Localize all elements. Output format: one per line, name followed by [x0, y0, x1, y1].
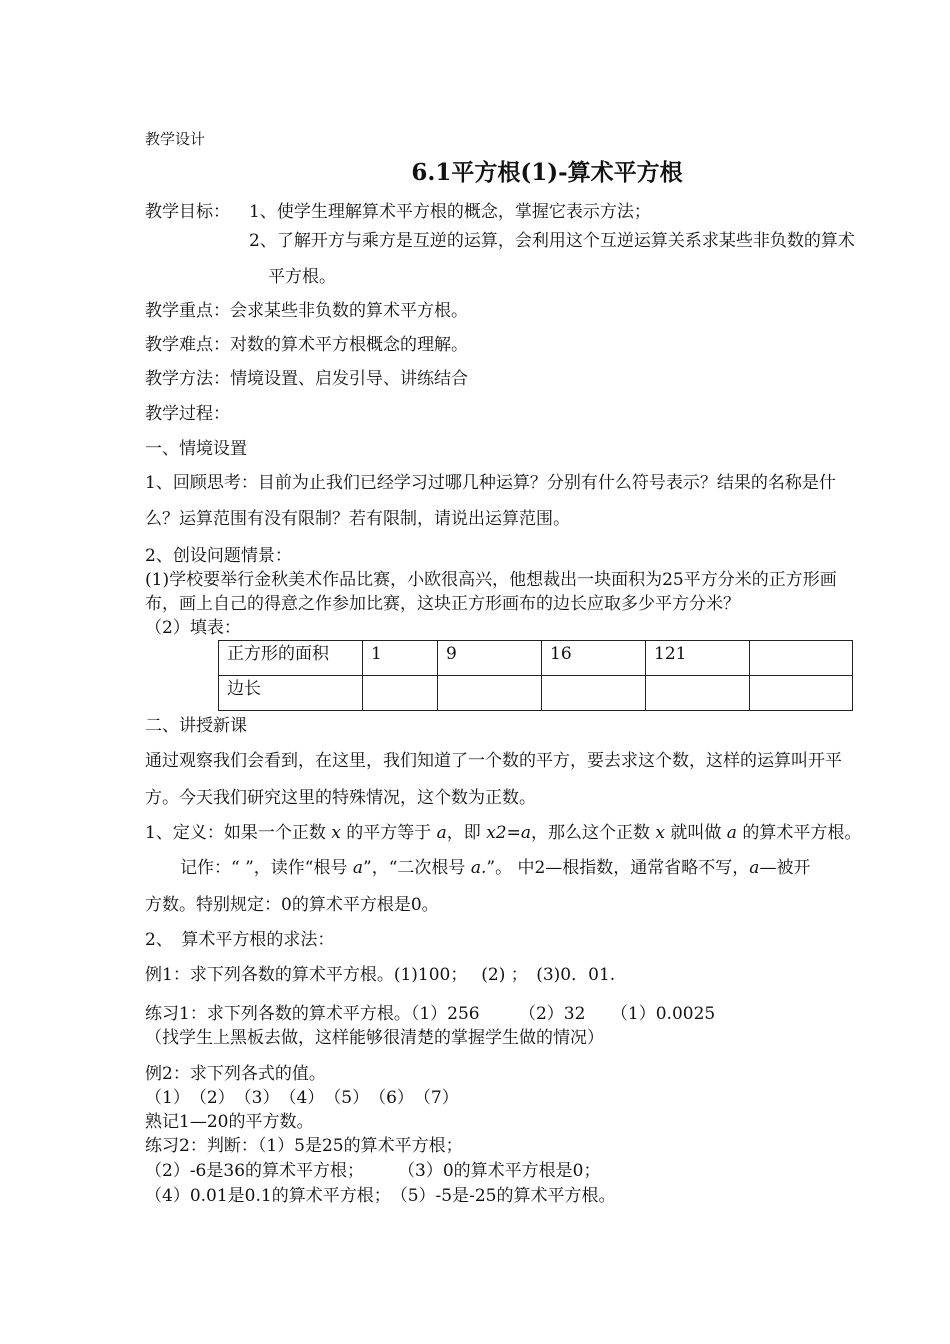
- practice1: 练习1：求下列各数的算术平方根。（1）256 （2）32 （1）0.0025: [145, 1004, 716, 1024]
- table-cell: 121: [646, 641, 750, 676]
- var-x: x: [655, 823, 665, 843]
- equation: x2=a: [486, 823, 531, 843]
- section2-heading: 二、讲授新课: [145, 716, 247, 736]
- table-cell: [438, 676, 542, 711]
- example2-items: （1） （2） （3） （4） （5） （6） （7）: [145, 1088, 459, 1108]
- table-row: [219, 676, 853, 711]
- table-cell: [646, 676, 750, 711]
- goal-item-1: 1、使学生理解算术平方根的概念，掌握它表示方法；: [249, 202, 651, 222]
- def-text: 的平方等于: [340, 823, 437, 843]
- goals-label: 教学目标：: [145, 202, 230, 222]
- var-a: a: [352, 858, 364, 878]
- notation-text: ”，“二次根号: [363, 858, 471, 878]
- var-a: a: [436, 823, 447, 843]
- var-x: x: [331, 823, 341, 843]
- table-cell: 16: [542, 641, 646, 676]
- var-a: a: [749, 858, 760, 878]
- var-a: a.: [470, 858, 487, 878]
- memorize-note: 熟记1—20的平方数。: [145, 1112, 314, 1132]
- teaching-method: 教学方法：情境设置、启发引导、讲练结合: [145, 369, 468, 389]
- scenario-q2: （2）填表：: [145, 618, 241, 638]
- def-text: ，那么这个正数: [530, 823, 656, 843]
- def-text: 的算术平方根。: [736, 823, 862, 843]
- def-text: ，即: [446, 823, 487, 843]
- var-a: a: [726, 823, 737, 843]
- page-title: [0, 157, 950, 189]
- difficulty: 教学难点：对数的算术平方根概念的理解。: [145, 335, 468, 355]
- notation-text: ”。 中2—根指数，通常省略不写，: [486, 858, 750, 878]
- header-label: 教学设计: [145, 130, 206, 148]
- practice2-line2: （2）-6是36的算术平方根； （3）0的算术平方根是0；: [145, 1161, 601, 1181]
- table-cell-header: 边长: [219, 676, 363, 711]
- fill-table: [218, 640, 853, 711]
- notation-line2: 方数。特别规定：0的算术平方根是0。: [145, 895, 439, 915]
- practice1-note: （找学生上黑板去做，这样能够很清楚的掌握学生做的情况）: [145, 1028, 604, 1048]
- goal-item-2: 2、了解开方与乘方是互逆的运算，会利用这个互逆运算关系求某些非负数的算术: [249, 231, 855, 251]
- def-text: 就叫做: [664, 823, 727, 843]
- table-cell: 9: [438, 641, 542, 676]
- table-row: [219, 641, 853, 676]
- scenario-q1-line2: 布，画上自己的得意之作参加比赛，这块正方形画布的边长应取多少平方分米？: [145, 594, 740, 614]
- table-cell: 1: [363, 641, 438, 676]
- practice2-line1: 练习2：判断：（1）5是25的算术平方根；: [145, 1136, 463, 1156]
- page-title-text: 6.1平方根(1)-算术平方根: [411, 159, 683, 186]
- method-heading: 2、 算术平方根的求法：: [145, 930, 335, 950]
- intro-line2: 方。今天我们研究这里的特殊情况，这个数为正数。: [145, 788, 536, 808]
- table-cell-header: 正方形的面积: [219, 641, 363, 676]
- definition-line: [145, 822, 861, 844]
- notation-line: [180, 857, 810, 879]
- intro-line1: 通过观察我们会看到，在这里，我们知道了一个数的平方，要去求这个数，这样的运算叫开平: [145, 751, 842, 771]
- table-cell: [750, 676, 853, 711]
- process-label: 教学过程：: [145, 404, 230, 424]
- example2: 例2：求下列各式的值。: [145, 1064, 326, 1084]
- practice2-line3: （4）0.01是0.1的算术平方根； （5）-5是-25的算术平方根。: [145, 1186, 616, 1206]
- scenario-q1-line1: (1)学校要举行金秋美术作品比赛，小欧很高兴，他想裁出一块面积为25平方分米的正方形画: [145, 570, 837, 590]
- table-cell: [750, 641, 853, 676]
- notation-text: —被开: [759, 858, 811, 878]
- table-cell: [363, 676, 438, 711]
- notation-text: 记作：“ ”，读作“根号: [180, 858, 353, 878]
- key-point: 教学重点：会求某些非负数的算术平方根。: [145, 301, 468, 321]
- review-question-line2: 么？运算范围有没有限制？若有限制，请说出运算范围。: [145, 509, 570, 529]
- review-question-line1: 1、回顾思考：目前为止我们已经学习过哪几种运算？分别有什么符号表示？结果的名称是什: [145, 473, 836, 493]
- section1-heading: 一、情境设置: [145, 439, 247, 459]
- goal-item-2-cont: 平方根。: [268, 267, 336, 287]
- table-cell: [542, 676, 646, 711]
- scenario-heading: 2、创设问题情景：: [145, 546, 292, 566]
- example1: 例1：求下列各数的算术平方根。(1)100； (2) ； (3)0．01.: [145, 965, 616, 985]
- def-text: 1、定义：如果一个正数: [145, 823, 332, 843]
